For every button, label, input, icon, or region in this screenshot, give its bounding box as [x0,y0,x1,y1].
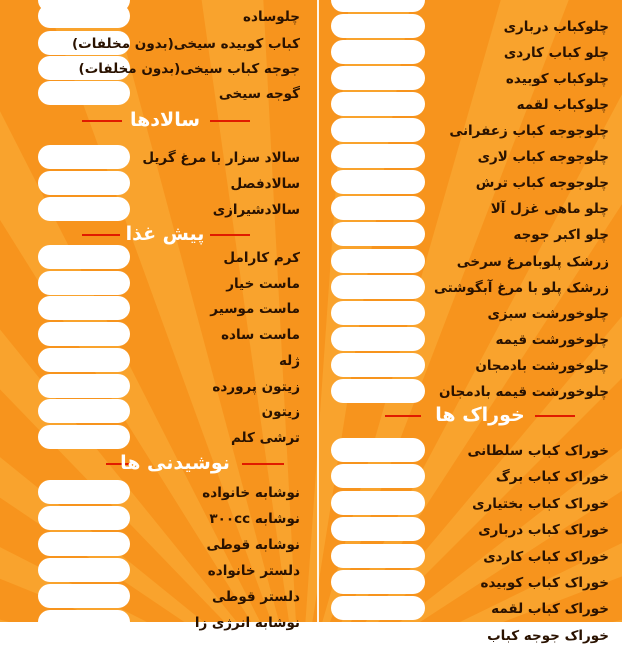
price-pill [331,118,425,142]
menu-item [0,144,622,170]
price-pill [331,14,425,38]
menu-item-name: چلوکباب کوبیده [505,71,609,88]
menu-item-name: چلوکباب لقمه [516,97,609,114]
menu-item-name: زیتون پرورده [212,378,300,395]
menu-item [0,517,622,543]
price-pill [331,570,425,594]
menu-item [0,623,622,649]
menu-item-name: خوراک کباب سلطانی [467,443,609,459]
menu-item-name: چلو اکبر جوجه [513,227,609,244]
menu-item [0,170,622,196]
menu-item-name: چلوجوجه کباب زعفرانی [449,123,609,140]
menu-item-name: خوراک کباب کوبیده [480,575,609,591]
menu-item [0,544,622,570]
price-pill [331,144,425,168]
menu-item-name: نوشابه خانواده [202,485,300,501]
price-pill [331,275,425,299]
menu-item-name: چلوخورشت سبزی [487,305,609,322]
price-pill [331,66,425,90]
menu-item-name: چلوجوجه کباب ترش [475,175,609,192]
menu-item-name: زرشک پلو با مرغ آبگوشتی [433,279,609,296]
menu-item [0,0,622,14]
menu-item [0,596,622,622]
menu-item-name: کباب کوبیده سیخی(بدون مخلفات) [71,36,300,52]
section-title: سالادها [129,109,201,131]
menu-item-name: خوراک جوجه کباب [487,627,609,644]
menu-item [0,438,622,464]
price-pill [331,222,425,246]
menu-item-name: جوجه کباب سیخی(بدون مخلفات) [78,61,300,77]
menu-item-name: دلستر خانواده [207,563,300,579]
price-pill [331,517,425,541]
menu-item [0,464,622,490]
menu-item-name: خوراک کباب لقمه [491,601,609,618]
menu-item-name: ماست موسیر [210,301,300,318]
menu-item-name: چلو کباب کاردی [503,45,609,62]
menu-item-name: دلستر قوطی [211,589,300,605]
menu-item-name: چلو ماهی غزل آلا [490,201,609,218]
menu-item-name: خوراک کباب برگ [495,469,609,486]
price-pill [331,623,425,647]
price-pill [331,196,425,220]
menu-item [0,196,622,222]
menu-item-name: چلوخورشت بادمجان [475,357,609,374]
section-title: نوشیدنی ها [120,452,230,474]
price-pill [331,301,425,325]
menu-item-name: زرشک پلوبامرغ سرخی [456,253,609,270]
menu-item-name: چلوخورشت قیمه [495,331,609,348]
menu-item-name: ژله [278,352,300,369]
menu-item-name: زیتون [261,404,300,421]
menu-item-name: کرم کارامل [223,250,300,266]
menu-item [0,14,622,40]
section-heading [385,400,575,430]
price-pill [331,0,425,12]
price-pill [331,353,425,377]
price-pill [331,544,425,568]
menu-item [0,66,622,92]
section-title: خوراک ها [435,404,525,426]
menu-item [0,92,622,118]
menu-item-name: خوراک کباب درباری [478,522,609,539]
price-pill [331,491,425,515]
menu-item [0,327,622,353]
menu-item-name: چلوساده [243,9,300,25]
menu-item-name: نوشابه قوطی [206,537,300,553]
menu-item-name: خوراک کباب کاردی [483,548,609,565]
menu-item [0,570,622,596]
menu-item [0,353,622,379]
menu-item-name: چلوخورشت قیمه بادمجان [439,383,609,400]
menu-item-name: گوجه سیخی [218,86,300,102]
menu-item [0,491,622,517]
price-pill [331,249,425,273]
menu-item [0,118,622,144]
menu-item [0,301,622,327]
menu-item-name: سالاد سزار با مرغ گریل [142,150,300,166]
menu-item [0,275,622,301]
menu-item-name: خوراک کباب بختیاری [472,495,609,512]
price-pill [331,40,425,64]
price-pill [331,170,425,194]
menu-item-name: نوشابه ۳۰۰cc [209,511,300,527]
menu-item-name: سالادفصل [230,176,300,192]
menu-item-name: چلوجوجه کباب لاری [477,149,609,166]
price-pill [331,464,425,488]
menu-item-name: ماست خیار [226,275,300,292]
menu-item [0,40,622,66]
menu-item [0,222,622,248]
menu-item [0,249,622,275]
menu-item-name: سالادشیرازی [212,202,300,218]
menu-item-name: ماست ساده [221,327,300,344]
menu-item-name: ترشی کلم [230,429,300,446]
price-pill [331,92,425,116]
price-pill [331,327,425,351]
menu-item-name: چلوکباب درباری [503,19,609,36]
price-pill [331,596,425,620]
price-pill [331,438,425,462]
section-title: پیش غذا [125,223,205,245]
menu-item-name: نوشابه انرژی زا [194,615,300,631]
